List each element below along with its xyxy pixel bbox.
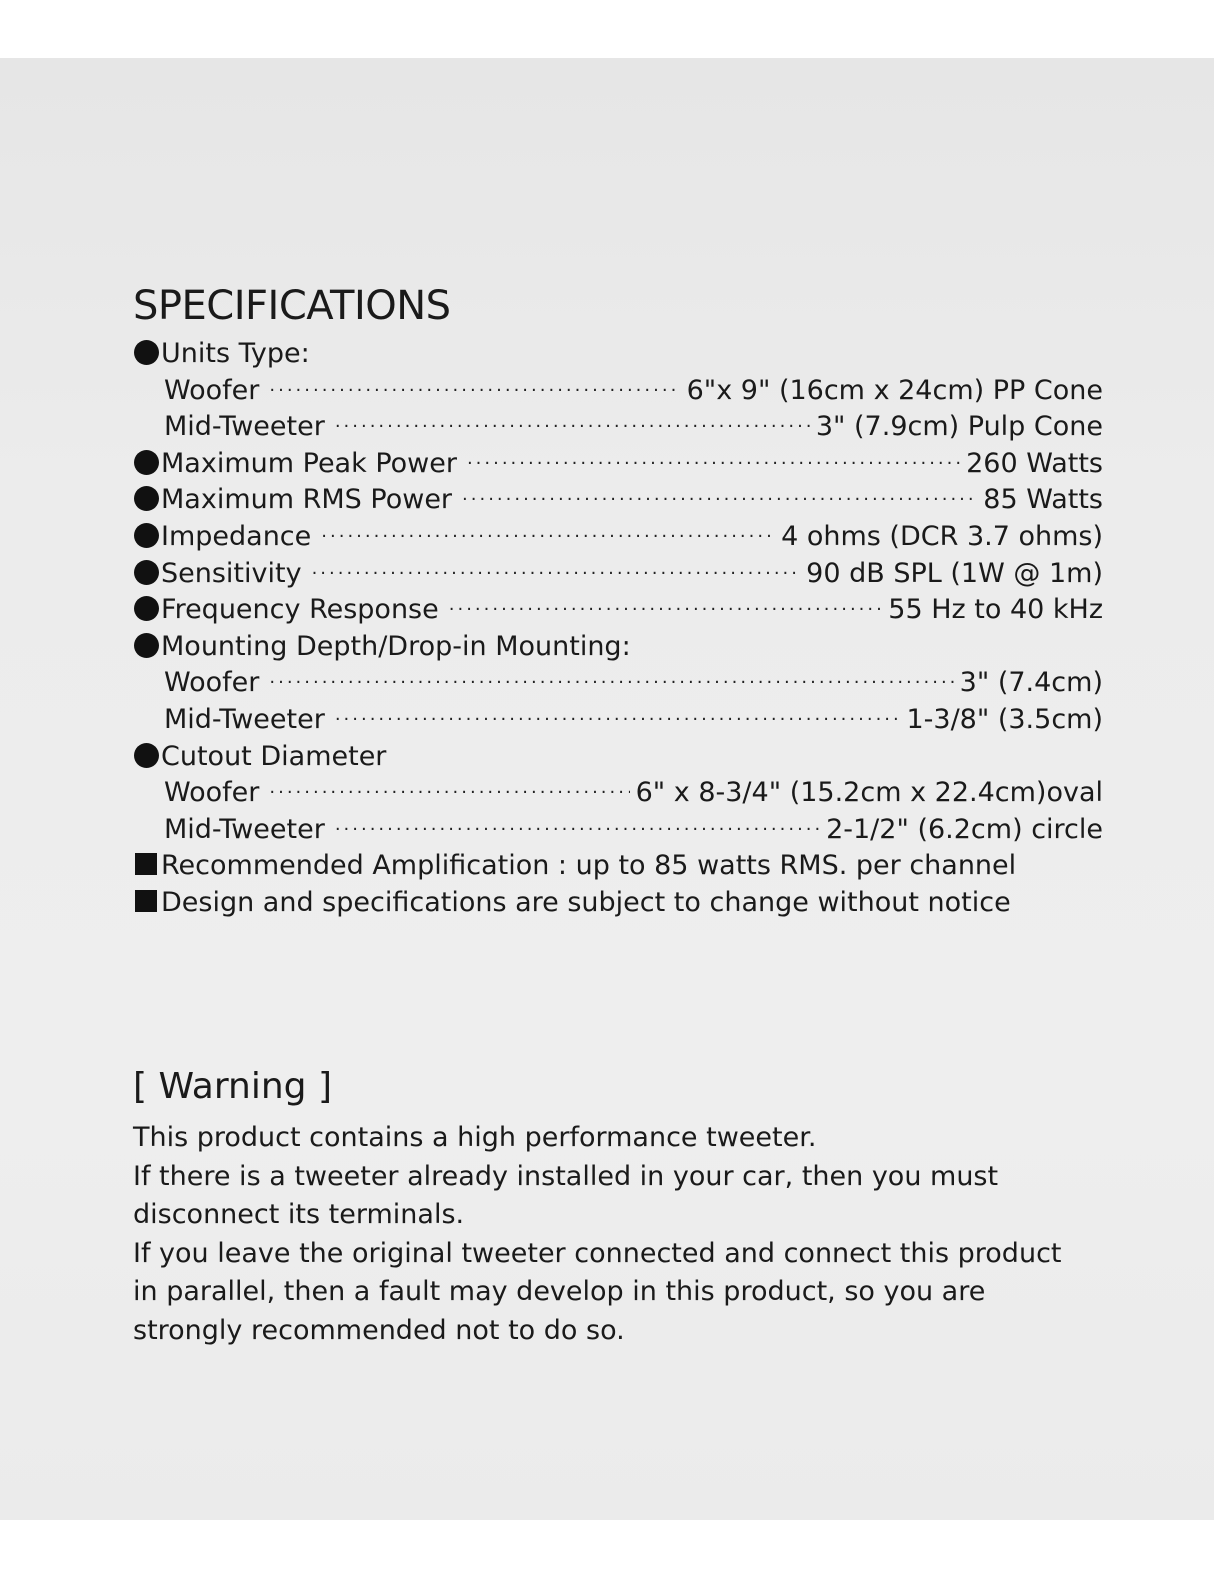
- spec-label-text: Units Type:: [161, 338, 310, 369]
- spec-label-text: Maximum Peak Power: [161, 447, 457, 479]
- warning-title: [ Warning ]: [133, 1066, 332, 1107]
- spec-value: 85 Watts: [983, 484, 1103, 516]
- dot-leader: [269, 665, 953, 702]
- spec-row: [133, 885, 1103, 922]
- spec-label: [133, 373, 259, 410]
- spec-row: [133, 739, 1103, 776]
- spec-label-text: Cutout Diameter: [161, 740, 387, 772]
- dot-leader: [467, 446, 960, 483]
- spec-row: [133, 702, 1103, 739]
- spec-row: [133, 848, 1103, 885]
- bullet-dot-icon: [133, 340, 161, 366]
- dot-leader: [462, 482, 977, 519]
- spec-row: [133, 665, 1103, 702]
- spec-label: [133, 775, 259, 812]
- dot-leader: [335, 702, 901, 739]
- spec-value: 3" (7.9cm) Pulp Cone: [815, 411, 1103, 443]
- spec-label-text: Recommended Amplification : up to 85 watts RMS. per channel: [161, 850, 1017, 882]
- document-page: [0, 58, 1214, 1520]
- spec-label-text: Design and specifications are subject to change without notice: [161, 886, 1011, 918]
- dot-leader: [269, 775, 629, 812]
- spec-label: [133, 482, 452, 519]
- spec-label-text: Frequency Response: [161, 594, 439, 626]
- bullet-dot-icon: [133, 743, 161, 769]
- spec-label: [133, 338, 310, 369]
- spec-label: [133, 741, 386, 772]
- spec-row: [133, 775, 1103, 812]
- spec-label: [133, 409, 325, 446]
- specifications-section: [133, 280, 1103, 922]
- spec-value: 4 ohms (DCR 3.7 ohms): [781, 520, 1103, 552]
- spec-label-text: Mid-Tweeter: [164, 703, 325, 735]
- dot-leader: [335, 812, 820, 849]
- spec-label-text: Mid-Tweeter: [164, 411, 325, 443]
- spec-label: [133, 702, 325, 739]
- spec-label: [133, 556, 302, 593]
- spec-value: 3" (7.4cm): [959, 667, 1103, 699]
- spec-row: [133, 373, 1103, 410]
- spec-label: [133, 665, 259, 702]
- warning-line: in parallel, then a fault may develop in this product, so you are: [133, 1276, 986, 1307]
- spec-row: [133, 482, 1103, 519]
- spec-label-text: Woofer: [164, 374, 260, 406]
- warning-line: disconnect its terminals.: [133, 1199, 465, 1230]
- spec-label: [133, 446, 457, 483]
- specifications-list: [133, 336, 1103, 922]
- spec-value: 90 dB SPL (1W @ 1m): [806, 557, 1103, 589]
- spec-label-text: Sensitivity: [161, 557, 302, 589]
- spec-label-text: Impedance: [161, 520, 312, 552]
- bullet-square-icon: [133, 889, 161, 915]
- spec-label-text: Maximum RMS Power: [161, 484, 453, 516]
- spec-row: [133, 446, 1103, 483]
- warning-line: This product contains a high performance tweeter.: [133, 1122, 817, 1153]
- spec-label-text: Mid-Tweeter: [164, 813, 325, 845]
- bullet-dot-icon: [133, 633, 161, 659]
- bullet-dot-icon: [133, 523, 161, 549]
- warning-line: If you leave the original tweeter connected and connect this product: [133, 1237, 1062, 1269]
- spec-label-text: Woofer: [164, 777, 260, 809]
- spec-value: 2-1/2" (6.2cm) circle: [826, 813, 1103, 845]
- spec-value: 55 Hz to 40 kHz: [888, 594, 1103, 626]
- bullet-square-icon: [133, 852, 161, 878]
- dot-leader: [321, 519, 775, 556]
- dot-leader: [269, 373, 680, 410]
- warning-line: If there is a tweeter already installed in your car, then you must: [133, 1160, 999, 1192]
- dot-leader: [312, 556, 801, 593]
- warning-section: [133, 1063, 1113, 1350]
- spec-row: [133, 812, 1103, 849]
- spec-label-text: Woofer: [164, 667, 260, 699]
- spec-value: 6" x 8-3/4" (15.2cm x 22.4cm)oval: [635, 777, 1103, 809]
- spec-row: [133, 519, 1103, 556]
- dot-leader: [449, 592, 883, 629]
- spec-label: [133, 631, 631, 662]
- spec-row: [133, 336, 1103, 373]
- spec-label: [133, 887, 1011, 918]
- spec-row: [133, 409, 1103, 446]
- spec-label: [133, 812, 325, 849]
- spec-label: [133, 850, 1016, 881]
- warning-line: strongly recommended not to do so.: [133, 1314, 625, 1346]
- spec-label-text: Mounting Depth/Drop-in Mounting:: [161, 630, 631, 662]
- specifications-title: SPECIFICATIONS: [133, 283, 451, 329]
- spec-row: [133, 592, 1103, 629]
- spec-label: [133, 519, 311, 556]
- bullet-dot-icon: [133, 450, 161, 476]
- spec-value: 260 Watts: [966, 447, 1103, 479]
- spec-row: [133, 556, 1103, 593]
- spec-value: 6"x 9" (16cm x 24cm) PP Cone: [686, 374, 1103, 406]
- bullet-dot-icon: [133, 596, 161, 622]
- spec-row: [133, 629, 1103, 666]
- spec-value: 1-3/8" (3.5cm): [906, 703, 1103, 735]
- warning-text: [133, 1119, 1113, 1350]
- bullet-dot-icon: [133, 560, 161, 586]
- spec-label: [133, 592, 439, 629]
- bullet-dot-icon: [133, 486, 161, 512]
- dot-leader: [335, 409, 810, 446]
